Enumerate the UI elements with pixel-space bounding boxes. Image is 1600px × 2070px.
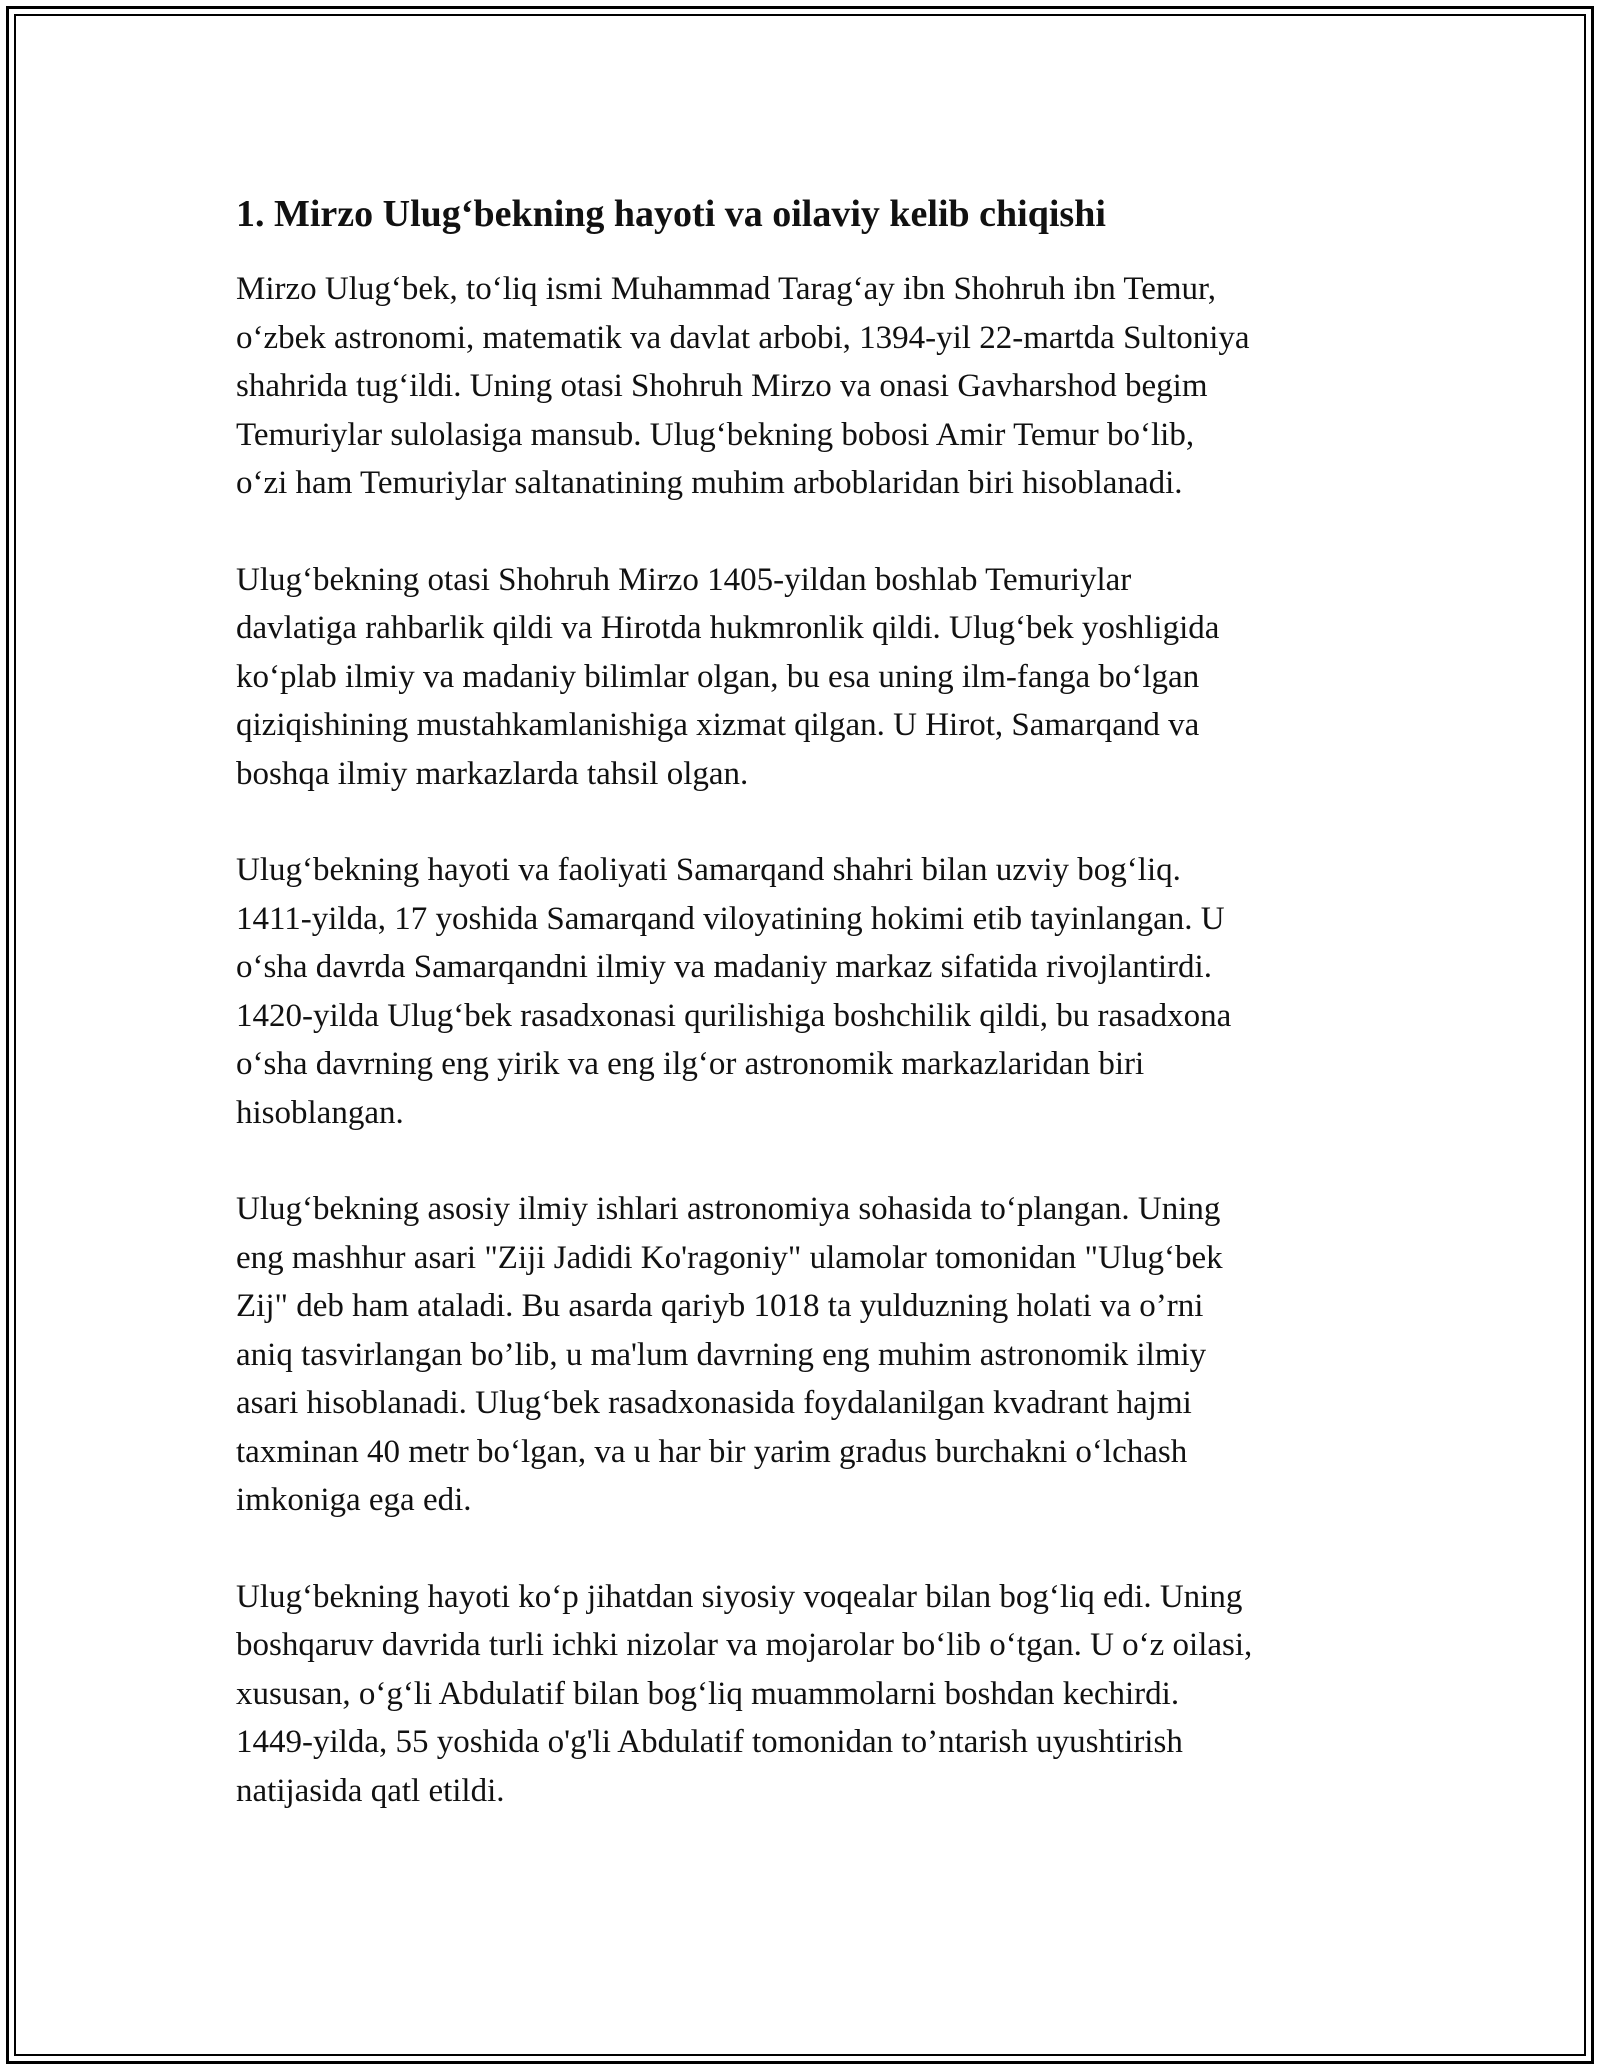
section-heading: 1. Mirzo Ulug‘bekning hayoti va oilaviy kelib chiqishi xyxy=(236,193,1106,235)
paragraph-4 xyxy=(236,1185,1376,1525)
paragraph-line: Ulug‘bekning hayoti ko‘p jihatdan siyosiy voqealar bilan bog‘liq edi. Uning xyxy=(236,1578,1243,1615)
paragraph-line: Ulug‘bekning otasi Shohruh Mirzo 1405-yildan boshlab Temuriylar xyxy=(236,561,1132,598)
paragraph-line: o‘zi ham Temuriylar saltanatining muhim arboblaridan biri hisoblanadi. xyxy=(236,465,1183,501)
paragraph-line: shahrida tug‘ildi. Uning otasi Shohruh Mirzo va onasi Gavharshod begim xyxy=(236,368,1208,404)
paragraph-3 xyxy=(236,846,1376,1137)
paragraph-5 xyxy=(236,1573,1376,1816)
paragraph-line: asari hisoblanadi. Ulug‘bek rasadxonasida foydalanilgan kvadrant hajmi xyxy=(236,1385,1192,1421)
paragraph-line: Ulug‘bekning asosiy ilmiy ishlari astronomiya sohasida to‘plangan. Uning xyxy=(236,1191,1221,1227)
paragraph-line: qiziqishining mustahkamlanishiga xizmat qilgan. U Hirot, Samarqand va xyxy=(236,707,1200,743)
paragraph-line: boshqaruv davrida turli ichki nizolar va mojarolar bo‘lib o‘tgan. U o‘z oilasi, xyxy=(236,1627,1253,1663)
paragraph-line: aniq tasvirlangan bo’lib, u ma'lum davrning eng muhim astronomik ilmiy xyxy=(236,1336,1207,1373)
paragraph-list xyxy=(236,265,1376,1815)
paragraph-line: natijasida qatl etildi. xyxy=(236,1772,505,1809)
paragraph-line: o‘sha davrning eng yirik va eng ilg‘or astronomik markazlaridan biri xyxy=(236,1046,1145,1082)
paragraph-1 xyxy=(236,265,1376,508)
paragraph-line: davlatiga rahbarlik qildi va Hirotda hukmronlik qildi. Ulug‘bek yoshligida xyxy=(236,610,1220,646)
paragraph-line: o‘zbek astronomi, matematik va davlat arbobi, 1394-yil 22-martda Sultoniya xyxy=(236,319,1250,356)
paragraph-line: eng mashhur asari "Ziji Jadidi Ko'ragoniy" ulamolar tomonidan "Ulug‘bek xyxy=(236,1239,1223,1276)
document-body xyxy=(236,185,1376,1863)
paragraph-line: xususan, o‘g‘li Abdulatif bilan bog‘liq muammolarni boshdan kechirdi. xyxy=(236,1675,1180,1712)
paragraph-line: hisoblangan. xyxy=(236,1094,404,1131)
paragraph-line: boshqa ilmiy markazlarda tahsil olgan. xyxy=(236,755,749,792)
paragraph-line: Zij" deb ham ataladi. Bu asarda qariyb 1018 ta yulduzning holati va o’rni xyxy=(236,1288,1204,1324)
paragraph-line: Temuriylar sulolasiga mansub. Ulug‘bekning bobosi Amir Temur bo‘lib, xyxy=(236,416,1195,453)
paragraph-line: ko‘plab ilmiy va madaniy bilimlar olgan, bu esa uning ilm-fanga bo‘lgan xyxy=(236,658,1200,695)
paragraph-line: Mirzo Ulug‘bek, to‘liq ismi Muhammad Tarag‘ay ibn Shohruh ibn Temur, xyxy=(236,271,1216,307)
paragraph-line: 1420-yilda Ulug‘bek rasadxonasi qurilishiga boshchilik qildi, bu rasadxona xyxy=(236,997,1232,1034)
paragraph-line: 1449-yilda, 55 yoshida o'g'li Abdulatif tomonidan to’ntarish uyushtirish xyxy=(236,1724,1183,1760)
paragraph-line: imkoniga ega edi. xyxy=(236,1482,472,1518)
paragraph-line: 1411-yilda, 17 yoshida Samarqand viloyatining hokimi etib tayinlangan. U xyxy=(236,900,1225,937)
paragraph-2 xyxy=(236,556,1376,799)
paragraph-line: o‘sha davrda Samarqandni ilmiy va madaniy markaz sifatida rivojlantirdi. xyxy=(236,949,1212,985)
paragraph-line: taxminan 40 metr bo‘lgan, va u har bir yarim gradus burchakni o‘lchash xyxy=(236,1433,1188,1470)
paragraph-line: Ulug‘bekning hayoti va faoliyati Samarqand shahri bilan uzviy bog‘liq. xyxy=(236,852,1181,888)
